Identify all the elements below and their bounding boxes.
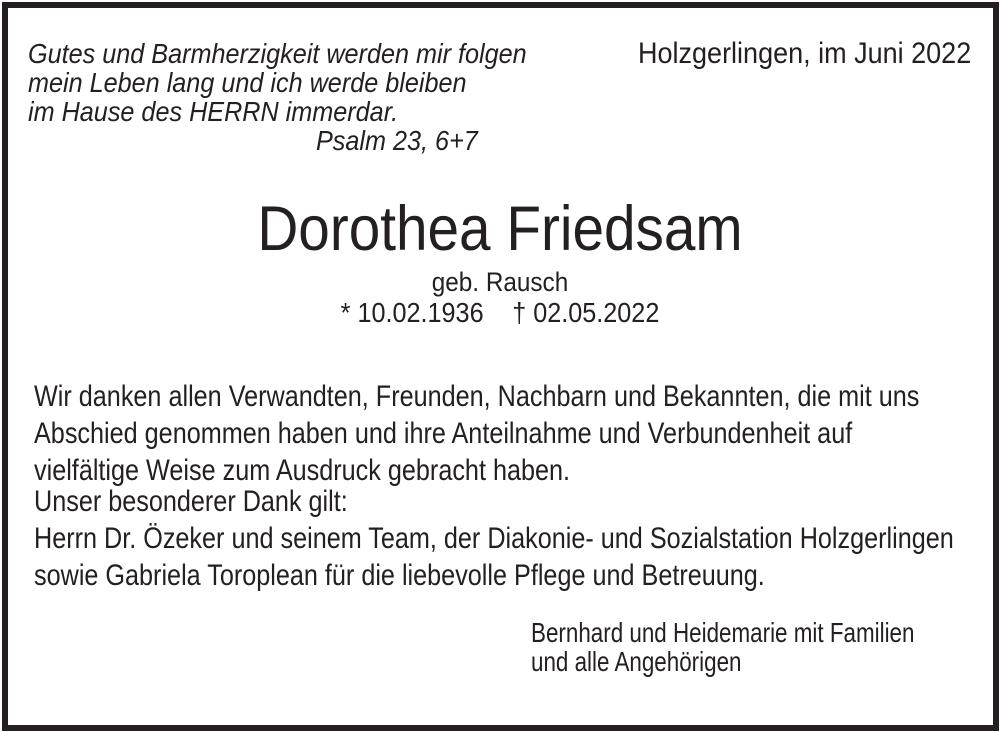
deceased-name: Dorothea Friedsam: [257, 194, 743, 264]
mourners-signature: [531, 618, 914, 676]
birth-date: * 10.02.1936: [340, 297, 484, 328]
thanks-line-3: vielfältige Weise zum Ausdruck gebracht haben.: [34, 454, 571, 487]
quote-line-3: im Hause des HERRN immerdar.: [28, 96, 399, 127]
special-thanks-paragraph: [34, 483, 954, 594]
special-thanks-line-1: Unser besonderer Dank gilt:: [34, 485, 348, 518]
thanks-line-2: Abschied genommen haben und ihre Anteilnahme und Verbundenheit auf: [34, 417, 853, 450]
psalm-reference: Psalm 23, 6+7: [316, 125, 478, 156]
death-date: † 02.05.2022: [512, 297, 660, 328]
quote-line-1: Gutes und Barmherzigkeit werden mir folgen: [28, 38, 527, 69]
place-dateline: Holzgerlingen, im Juni 2022: [637, 37, 971, 70]
thanks-paragraph: [34, 378, 919, 489]
thanks-line-1: Wir danken allen Verwandten, Freunden, Nachbarn und Bekannten, die mit uns: [34, 380, 920, 413]
mourners-line-2: und alle Angehörigen: [531, 646, 742, 677]
scripture-quote: [28, 39, 527, 155]
maiden-name: geb. Rausch: [431, 267, 569, 297]
life-dates: [50, 298, 950, 328]
quote-line-2: mein Leben lang und ich werde bleiben: [28, 67, 467, 98]
mourners-line-1: Bernhard und Heidemarie mit Familien: [531, 617, 915, 648]
special-thanks-line-3: sowie Gabriela Toroplean für die liebevolle Pflege und Betreuung.: [34, 559, 765, 592]
special-thanks-line-2: Herrn Dr. Özeker und seinem Team, der Diakonie- und Sozialstation Holzgerlingen: [34, 522, 954, 555]
